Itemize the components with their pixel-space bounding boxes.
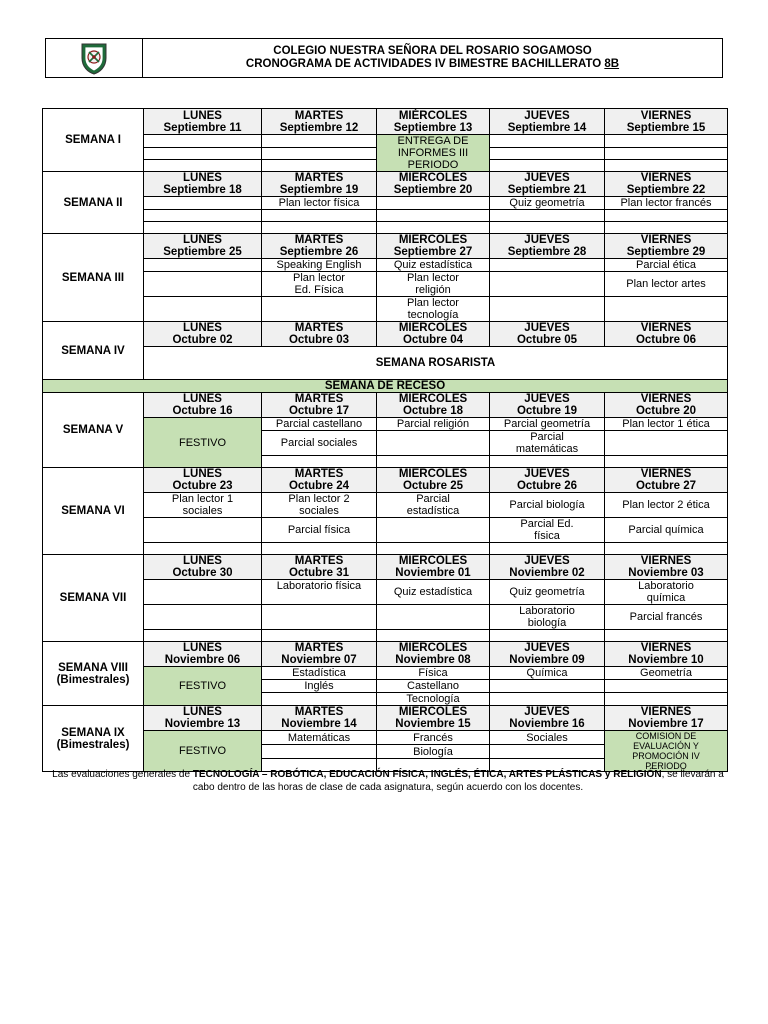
- activity-cell: Parcial francés: [605, 605, 728, 630]
- grade-label: 8B: [604, 58, 620, 70]
- day-header: JUEVES Octubre 26: [490, 468, 605, 493]
- holiday-cell: FESTIVO: [144, 731, 262, 772]
- day-header: MIÉRCOLES Septiembre 27: [377, 234, 490, 259]
- activity-cell: Plan lector física: [262, 197, 377, 210]
- activity-cell: Francés: [377, 731, 490, 745]
- activity-cell: [490, 745, 605, 759]
- activity-cell: [605, 693, 728, 706]
- activity-cell: [605, 297, 728, 322]
- table-row: [43, 297, 728, 322]
- week-label: SEMANA IX (Bimestrales): [43, 706, 144, 772]
- day-header: MARTES Octubre 31: [262, 555, 377, 580]
- table-row: [43, 210, 728, 222]
- footnote-subjects: TECNOLOGÍA – ROBÓTICA, EDUCACIÓN FÍSICA, INGLÉS, ÉTICA, ARTES PLÁSTICAS y RELIGIÓN: [192, 769, 662, 780]
- day-header: MIÉRCOLES Noviembre 15: [377, 706, 490, 731]
- table-row: [43, 518, 728, 543]
- activity-cell: Quiz geometría: [490, 580, 605, 605]
- activity-cell: [377, 630, 490, 642]
- day-header: JUEVES Noviembre 09: [490, 642, 605, 667]
- day-header: VIERNES Octubre 27: [605, 468, 728, 493]
- activity-cell: Parcial geometría: [490, 418, 605, 431]
- activity-cell: Plan lector tecnología: [377, 297, 490, 322]
- day-header: LUNES Octubre 16: [144, 393, 262, 418]
- activity-cell: [490, 693, 605, 706]
- table-row: [43, 272, 728, 297]
- rosarista-week-cell: SEMANA ROSARISTA: [144, 347, 728, 380]
- activity-cell: [490, 135, 605, 148]
- activity-cell: [605, 680, 728, 693]
- activity-cell: [144, 148, 262, 160]
- week-label: SEMANA V: [43, 393, 144, 468]
- day-header: MIÉRCOLES Septiembre 20: [377, 172, 490, 197]
- table-row: [43, 393, 728, 418]
- day-header: JUEVES Septiembre 28: [490, 234, 605, 259]
- activity-cell: [490, 148, 605, 160]
- activity-cell: [605, 210, 728, 222]
- day-header: MIÉRCOLES Noviembre 08: [377, 642, 490, 667]
- activity-cell: Matemáticas: [262, 731, 377, 745]
- day-header: MARTES Septiembre 12: [262, 109, 377, 135]
- activity-cell: [262, 135, 377, 148]
- table-row: [43, 605, 728, 630]
- day-header: LUNES Octubre 23: [144, 468, 262, 493]
- activity-cell: [144, 259, 262, 272]
- activity-cell: [377, 222, 490, 234]
- activity-cell: ENTREGA DE INFORMES III PERIODO: [377, 135, 490, 172]
- activity-cell: [262, 210, 377, 222]
- table-row: [43, 234, 728, 259]
- activity-cell: Parcial castellano: [262, 418, 377, 431]
- day-header: MARTES Septiembre 19: [262, 172, 377, 197]
- activity-cell: [605, 135, 728, 148]
- table-row: [43, 580, 728, 605]
- activity-cell: Química: [490, 667, 605, 680]
- activity-cell: [144, 518, 262, 543]
- activity-cell: [490, 160, 605, 172]
- activity-cell: Biología: [377, 745, 490, 759]
- activity-cell: Parcial biología: [490, 493, 605, 518]
- day-header: MARTES Septiembre 26: [262, 234, 377, 259]
- activity-cell: Quiz estadística: [377, 259, 490, 272]
- day-header: VIERNES Septiembre 29: [605, 234, 728, 259]
- day-header: JUEVES Octubre 19: [490, 393, 605, 418]
- schedule-table: [42, 108, 728, 772]
- activity-cell: [377, 197, 490, 210]
- activity-cell: Parcial física: [262, 518, 377, 543]
- activity-cell: [490, 272, 605, 297]
- activity-cell: [377, 431, 490, 456]
- document-title: [143, 39, 722, 77]
- activity-cell: Parcial ética: [605, 259, 728, 272]
- school-name: COLEGIO NUESTRA SEÑORA DEL ROSARIO SOGAMOSO: [273, 45, 592, 57]
- activity-cell: [144, 543, 262, 555]
- table-row: [43, 222, 728, 234]
- day-header: JUEVES Octubre 05: [490, 322, 605, 347]
- holiday-cell: FESTIVO: [144, 418, 262, 468]
- table-row: [43, 731, 728, 745]
- activity-cell: Física: [377, 667, 490, 680]
- activity-cell: Sociales: [490, 731, 605, 745]
- table-row: [43, 642, 728, 667]
- activity-cell: Plan lector artes: [605, 272, 728, 297]
- activity-cell: [144, 160, 262, 172]
- activity-cell: [262, 148, 377, 160]
- activity-cell: [262, 630, 377, 642]
- activity-cell: Parcial química: [605, 518, 728, 543]
- table-row: [43, 630, 728, 642]
- activity-cell: [144, 222, 262, 234]
- activity-cell: [490, 259, 605, 272]
- activity-cell: Parcial estadística: [377, 493, 490, 518]
- activity-cell: Laboratorio química: [605, 580, 728, 605]
- activity-cell: [262, 160, 377, 172]
- activity-cell: Parcial Ed. física: [490, 518, 605, 543]
- day-header: VIERNES Noviembre 17: [605, 706, 728, 731]
- activity-cell: Plan lector 1 sociales: [144, 493, 262, 518]
- activity-cell: Plan lector Ed. Física: [262, 272, 377, 297]
- commission-cell: COMISION DE EVALUACIÓN Y PROMOCIÓN IV PERIODO: [605, 731, 728, 772]
- school-crest-icon: [79, 41, 109, 75]
- activity-cell: [377, 456, 490, 468]
- activity-cell: [490, 456, 605, 468]
- table-row: [43, 543, 728, 555]
- week-label: SEMANA II: [43, 172, 144, 234]
- activity-cell: [262, 543, 377, 555]
- day-header: VIERNES Noviembre 03: [605, 555, 728, 580]
- table-row: [43, 322, 728, 347]
- footnote: Las evaluaciones generales de TECNOLOGÍA – ROBÓTICA, EDUCACIÓN FÍSICA, INGLÉS, ÉTICA, ARTES PLÁSTICAS y RELIGIÓN, se llevarán a cabo dentro de las horas de clase de cada asignatura, según acuerdo con los docentes.: [52, 769, 724, 793]
- activity-cell: [262, 456, 377, 468]
- day-header: MIÉRCOLES Noviembre 01: [377, 555, 490, 580]
- day-header: MIÉRCOLES Octubre 04: [377, 322, 490, 347]
- table-row: [43, 667, 728, 680]
- recess-week-banner: SEMANA DE RECESO: [43, 380, 728, 393]
- activity-cell: [144, 210, 262, 222]
- day-header: LUNES Octubre 02: [144, 322, 262, 347]
- table-row: [43, 468, 728, 493]
- activity-cell: Plan lector 1 ética: [605, 418, 728, 431]
- activity-cell: Castellano: [377, 680, 490, 693]
- day-header: MIÉRCOLES Octubre 18: [377, 393, 490, 418]
- week-label: SEMANA VIII (Bimestrales): [43, 642, 144, 706]
- day-header: MARTES Octubre 17: [262, 393, 377, 418]
- table-row: [43, 135, 728, 148]
- activity-cell: Parcial matemáticas: [490, 431, 605, 456]
- activity-cell: [144, 297, 262, 322]
- activity-cell: [490, 297, 605, 322]
- activity-cell: [144, 272, 262, 297]
- schedule-title-text: CRONOGRAMA DE ACTIVIDADES IV BIMESTRE BACHILLERATO: [245, 58, 602, 70]
- activity-cell: [144, 630, 262, 642]
- activity-cell: [377, 543, 490, 555]
- activity-cell: [605, 222, 728, 234]
- activity-cell: [605, 543, 728, 555]
- schedule-title: [246, 58, 619, 71]
- week-label: SEMANA IV: [43, 322, 144, 380]
- day-header: MARTES Octubre 03: [262, 322, 377, 347]
- day-header: LUNES Septiembre 11: [144, 109, 262, 135]
- week-label: SEMANA VII: [43, 555, 144, 642]
- activity-cell: [490, 222, 605, 234]
- activity-cell: Laboratorio biología: [490, 605, 605, 630]
- logo-cell: [46, 39, 143, 77]
- table-row: [43, 109, 728, 135]
- table-row: [43, 197, 728, 210]
- day-header: LUNES Septiembre 25: [144, 234, 262, 259]
- activity-cell: Quiz estadística: [377, 580, 490, 605]
- table-row: [43, 706, 728, 731]
- activity-cell: Tecnología: [377, 693, 490, 706]
- day-header: VIERNES Septiembre 15: [605, 109, 728, 135]
- table-row: [43, 380, 728, 393]
- table-row: [43, 555, 728, 580]
- week-label: SEMANA III: [43, 234, 144, 322]
- day-header: MARTES Noviembre 07: [262, 642, 377, 667]
- activity-cell: [490, 630, 605, 642]
- day-header: VIERNES Septiembre 22: [605, 172, 728, 197]
- activity-cell: Parcial sociales: [262, 431, 377, 456]
- activity-cell: Inglés: [262, 680, 377, 693]
- day-header: LUNES Septiembre 18: [144, 172, 262, 197]
- activity-cell: [490, 543, 605, 555]
- activity-cell: Plan lector francés: [605, 197, 728, 210]
- activity-cell: Speaking English: [262, 259, 377, 272]
- day-header: VIERNES Octubre 20: [605, 393, 728, 418]
- day-header: MARTES Octubre 24: [262, 468, 377, 493]
- activity-cell: [262, 222, 377, 234]
- day-header: MIÉRCOLES Septiembre 13: [377, 109, 490, 135]
- activity-cell: Geometría: [605, 667, 728, 680]
- day-header: LUNES Noviembre 13: [144, 706, 262, 731]
- day-header: JUEVES Septiembre 14: [490, 109, 605, 135]
- activity-cell: [605, 630, 728, 642]
- activity-cell: Parcial religión: [377, 418, 490, 431]
- activity-cell: [605, 431, 728, 456]
- activity-cell: [262, 693, 377, 706]
- table-row: [43, 418, 728, 431]
- day-header: JUEVES Noviembre 16: [490, 706, 605, 731]
- week-label: SEMANA I: [43, 109, 144, 172]
- activity-cell: [377, 210, 490, 222]
- week-label: SEMANA VI: [43, 468, 144, 555]
- activity-cell: [144, 605, 262, 630]
- document-header: [45, 38, 723, 78]
- activity-cell: [144, 135, 262, 148]
- day-header: JUEVES Septiembre 21: [490, 172, 605, 197]
- holiday-cell: FESTIVO: [144, 667, 262, 706]
- table-row: [43, 493, 728, 518]
- day-header: MARTES Noviembre 14: [262, 706, 377, 731]
- activity-cell: [490, 680, 605, 693]
- activity-cell: [262, 605, 377, 630]
- day-header: MIÉRCOLES Octubre 25: [377, 468, 490, 493]
- activity-cell: Laboratorio física: [262, 580, 377, 605]
- day-header: VIERNES Noviembre 10: [605, 642, 728, 667]
- day-header: JUEVES Noviembre 02: [490, 555, 605, 580]
- activity-cell: [262, 745, 377, 759]
- activity-cell: [605, 456, 728, 468]
- activity-cell: Estadística: [262, 667, 377, 680]
- activity-cell: [605, 160, 728, 172]
- day-header: LUNES Noviembre 06: [144, 642, 262, 667]
- activity-cell: [262, 297, 377, 322]
- activity-cell: [377, 605, 490, 630]
- activity-cell: [144, 580, 262, 605]
- activity-cell: [605, 148, 728, 160]
- day-header: LUNES Octubre 30: [144, 555, 262, 580]
- activity-cell: Plan lector 2 sociales: [262, 493, 377, 518]
- activity-cell: [490, 210, 605, 222]
- table-row: [43, 172, 728, 197]
- activity-cell: Plan lector religión: [377, 272, 490, 297]
- day-header: VIERNES Octubre 06: [605, 322, 728, 347]
- activity-cell: Quiz geometría: [490, 197, 605, 210]
- activity-cell: [144, 197, 262, 210]
- table-row: [43, 259, 728, 272]
- activity-cell: [377, 518, 490, 543]
- activity-cell: Plan lector 2 ética: [605, 493, 728, 518]
- table-row: [43, 347, 728, 380]
